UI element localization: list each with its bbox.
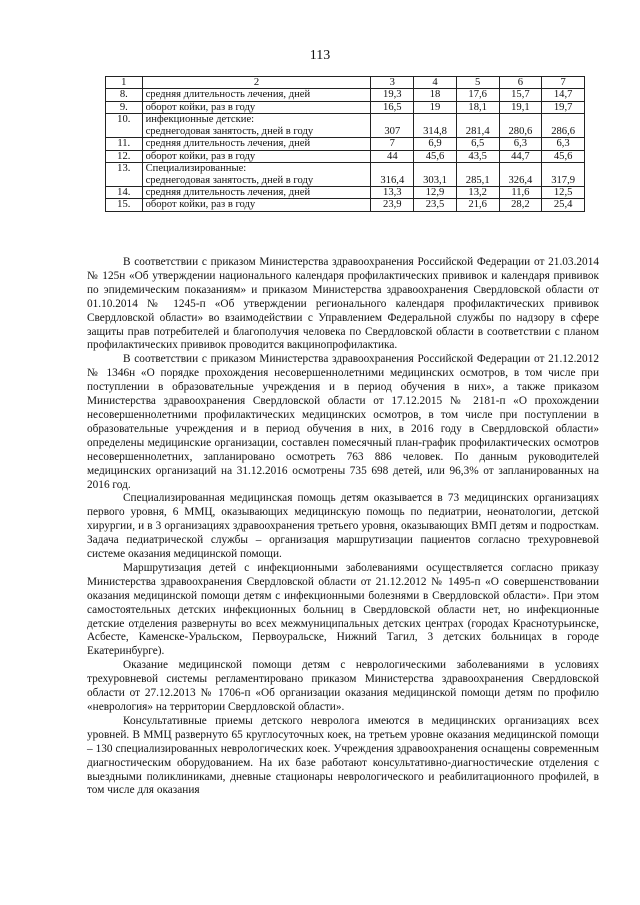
value-cell: 19,3 (371, 89, 414, 101)
header-cell: 1 (106, 77, 143, 89)
header-cell: 7 (542, 77, 585, 89)
value-cell: 19 (414, 101, 457, 113)
paragraph: Консультативные приемы детского невролога имеются в медицинских организациях всех уровней. В ММЦ развернуто 65 круглосуточных коек, на третьем уровне оказания медицинской помощи – 130 специализированных неврологических коек. Учреждения здравоохранения оснащены современным диагностическим оборудованием. На их базе работают консультативно-диагностические отделения с выездными поликлиниками, дневные стационары неврологического и реабилитационного профилей, в том числе для оказания (87, 714, 599, 797)
row-index: 10. (106, 114, 143, 138)
row-label (142, 199, 371, 211)
header-cell: 4 (414, 77, 457, 89)
value-cell: 6,3 (499, 138, 542, 150)
value-cell: 13,2 (456, 186, 499, 198)
paragraph: Оказание медицинской помощи детям с неврологическими заболеваниями в условиях трехуровневой системы регламентировано приказом Министерства здравоохранения Свердловской области от 27.12.2013 № 1706-п «Об организации оказания медицинской помощи детям по профилю «неврология» на территории Свердловской области». (87, 659, 599, 713)
value-cell: 12,5 (542, 186, 585, 198)
table-header-row (106, 77, 585, 89)
paragraph: Маршрутизация детей с инфекционными заболеваниями осуществляется согласно приказу Министерства здравоохранения Свердловской области от 21.12.2012 № 1495-п «О совершенствовании оказания медицинской помощи детям с инфекционными болезнями в Свердловской области». При этом самостоятельных детских инфекционных больниц в Свердловской области нет, но инфекционные детские отделения развернуты во всех межмуниципальных детских центрах (городах Краснотурьинске, Асбесте, Каменске-Уральском, Первоуральске, Нижний Тагил, 3 детских больницах в городе Екатеринбурге). (87, 561, 599, 658)
value-cell: 6,9 (414, 138, 457, 150)
value-cell: 44,7 (499, 150, 542, 162)
table-row (106, 101, 585, 113)
row-label (142, 186, 371, 198)
header-cell: 6 (499, 77, 542, 89)
row-index: 15. (106, 199, 143, 211)
value-cell: 45,6 (414, 150, 457, 162)
value-cell: 285,1 (456, 163, 499, 187)
value-cell: 21,6 (456, 199, 499, 211)
statistics-table-body (106, 77, 585, 212)
statistics-table (105, 76, 585, 212)
row-label-line: оборот койки, раз в году (145, 199, 256, 211)
row-label-line: инфекционные детские: (145, 114, 255, 126)
value-cell: 303,1 (414, 163, 457, 187)
value-cell: 6,3 (542, 138, 585, 150)
paragraph: В соответствии с приказом Министерства здравоохранения Российской Федерации от 21.03.2014 № 125н «Об утверждении национального календаря профилактических прививок и календаря прививок по эпидемическим показаниям» и приказом Министерства здравоохранения Свердловской области от 01.10.2014 № 1245-п «Об утверждении регионального календаря профилактических прививок Свердловской области» во взаимодействии с Управлением Федеральной службы по надзору в сфере защиты прав потребителей и благополучия человека по Свердловской области в соответствии с планом профилактических прививок проводится вакцинопрофилактика. (87, 256, 599, 352)
value-cell: 317,9 (542, 163, 585, 187)
value-cell: 13,3 (371, 186, 414, 198)
table-row (106, 89, 585, 101)
row-label (142, 101, 371, 113)
row-index: 11. (106, 138, 143, 150)
value-cell: 16,5 (371, 101, 414, 113)
value-cell: 23,5 (414, 199, 457, 211)
row-label-line: Специализированные: (145, 163, 247, 175)
value-cell: 314,8 (414, 114, 457, 138)
header-cell: 2 (142, 77, 371, 89)
table-row (106, 150, 585, 162)
paragraph: Специализированная медицинская помощь детям оказывается в 73 медицинских организациях первого уровня, 6 ММЦ, оказывающих медицинскую помощь по педиатрии, неонатологии, детской хирургии, и в 3 организациях здравоохранения третьего уровня, оказывающих ВМП детям и подросткам. Задача педиатрической службы – организация маршрутизации пациентов согласно трехуровневой системе оказания медицинской помощи. (87, 492, 599, 561)
row-index: 9. (106, 101, 143, 113)
value-cell: 7 (371, 138, 414, 150)
value-cell: 326,4 (499, 163, 542, 187)
header-cell: 5 (456, 77, 499, 89)
value-cell: 12,9 (414, 186, 457, 198)
header-cell: 3 (371, 77, 414, 89)
row-label (142, 163, 371, 187)
value-cell: 25,4 (542, 199, 585, 211)
row-index: 13. (106, 163, 143, 187)
value-cell: 281,4 (456, 114, 499, 138)
row-index: 12. (106, 150, 143, 162)
row-label-line: средняя длительность лечения, дней (145, 186, 311, 198)
table-row (106, 199, 585, 211)
value-cell: 14,7 (542, 89, 585, 101)
value-cell: 18,1 (456, 101, 499, 113)
row-label-line: среднегодовая занятость, дней в году (145, 125, 314, 137)
value-cell: 15,7 (499, 89, 542, 101)
value-cell: 43,5 (456, 150, 499, 162)
row-label (142, 114, 371, 138)
value-cell: 45,6 (542, 150, 585, 162)
row-label (142, 150, 371, 162)
value-cell: 23,9 (371, 199, 414, 211)
row-label (142, 138, 371, 150)
row-index: 14. (106, 186, 143, 198)
table-row (106, 163, 585, 187)
row-label (142, 89, 371, 101)
value-cell: 19,7 (542, 101, 585, 113)
body-text (87, 256, 599, 798)
table-row (106, 138, 585, 150)
table-row (106, 114, 585, 138)
value-cell: 28,2 (499, 199, 542, 211)
value-cell: 11,6 (499, 186, 542, 198)
row-label-line: оборот койки, раз в году (145, 101, 256, 113)
value-cell: 6,5 (456, 138, 499, 150)
value-cell: 307 (371, 114, 414, 138)
value-cell: 18 (414, 89, 457, 101)
value-cell: 17,6 (456, 89, 499, 101)
table-row (106, 186, 585, 198)
row-label-line: средняя длительность лечения, дней (145, 138, 311, 150)
row-label-line: оборот койки, раз в году (145, 150, 256, 162)
value-cell: 286,6 (542, 114, 585, 138)
row-label-line: среднегодовая занятость, дней в году (145, 174, 314, 186)
page-number: 113 (309, 48, 331, 63)
paragraph: В соответствии с приказом Министерства здравоохранения Российской Федерации от 21.12.2012 № 1346н «О порядке прохождения несовершеннолетними медицинских осмотров, в том числе при поступлении в образовательные учреждения и в период обучения в них», а также приказом Министерства здравоохранения Свердловской области от 17.12.2015 № 2181-п «О прохождении несовершеннолетними профилактических медицинских осмотров, в том числе при поступлении в образовательные учреждения и в период обучения в них, в 2016 году в Свердловской области» определены медицинские организации, составлен помесячный план-график профилактических осмотров несовершеннолетних, запланировано осмотреть 763 886 человек. По данным руководителей медицинских организаций на 31.12.2016 осмотрены 735 698 детей, или 96,3% от запланированных на 2016 год. (87, 353, 599, 491)
value-cell: 44 (371, 150, 414, 162)
row-label-line: средняя длительность лечения, дней (145, 89, 311, 101)
value-cell: 19,1 (499, 101, 542, 113)
value-cell: 316,4 (371, 163, 414, 187)
row-index: 8. (106, 89, 143, 101)
value-cell: 280,6 (499, 114, 542, 138)
